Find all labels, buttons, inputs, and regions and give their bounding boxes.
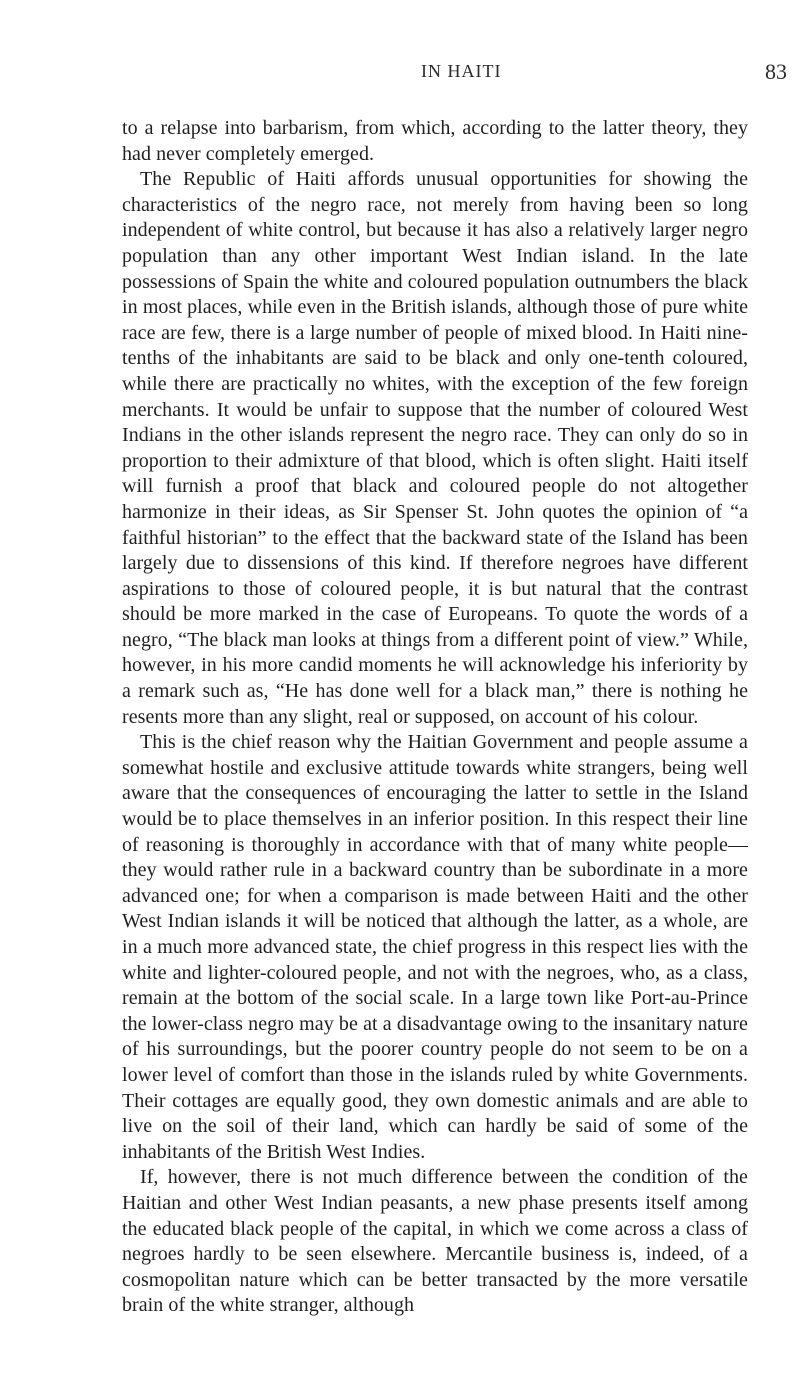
paragraph-chief-reason: This is the chief reason why the Haitian Government and people assume a somewhat hostile and exclusive attitude towards white strangers, being well aware that the consequences of encouraging the latter to settle in the Island would be to place themselves in an inferior position. In this respect their line of reasoning is thoroughly in accordance with that of many white people—they would rather rule in a backward country than be subordinate in a more advanced one; for when a comparison is made between Haiti and the other West Indian islands it will be noticed that although the latter, as a whole, are in a much more advanced state, the chief progress in this respect lies with the white and lighter-coloured people, and not with the negroes, who, as a class, remain at the bottom of the social scale. In a large town like Port-au-Prince the lower-class negro may be at a disadvantage owing to the insanitary nature of his surroundings, but the poorer country people do not seem to be on a lower level of comfort than those in the islands ruled by white Governments. Their cottages are equally good, they own domestic animals and are able to live on the soil of their land, which can hardly be said of some of the inhabitants of the British West Indies. — [122, 731, 748, 1163]
paragraph-republic-of-haiti: The Republic of Haiti affords unusual opportunities for showing the characteristics of the negro race, not merely from having been so long independent of white control, but because it has also a relatively larger negro population than any other important West Indian island. In the late possessions of Spain the white and coloured population outnumbers the black in most places, while even in the British islands, although those of pure white race are few, there is a large number of people of mixed blood. In Haiti nine-tenths of the inhabitants are said to be black and only one-tenth coloured, while there are practically no whites, with the exception of the few foreign merchants. It would be unfair to suppose that the number of coloured West Indians in the other islands represent the negro race. They can only do so in proportion to their admixture of that blood, which is often slight. Haiti itself will furnish a proof that black and coloured people do not altogether harmonize in their ideas, as Sir Spenser St. John quotes the opinion of “a faithful historian” to the effect that the backward state of the Island has been largely due to dissensions of this kind. If therefore negroes have different aspirations to those of coloured people, it is but natural that the contrast should be more marked in the case of Europeans. To quote the words of a negro, “The black man looks at things from a different point of view.” While, however, in his more candid moments he will acknowledge his inferiority by a remark such as, “He has done well for a black man,” there is nothing he resents more than any slight, real or supposed, on account of his colour. — [122, 168, 748, 728]
paragraph-if-however: If, however, there is not much difference between the condition of the Haitian and other West Indian peasants, a new phase presents itself among the educated black people of the capital, in which we come across a class of negroes hardly to be seen elsewhere. Mercantile business is, indeed, of a cosmopolitan nature which can be better transacted by the more versatile brain of the white stranger, although — [122, 1166, 748, 1317]
running-head — [120, 55, 800, 85]
running-title: IN HAITI — [421, 61, 502, 81]
paragraph-continuation: to a relapse into barbarism, from which, according to the latter theory, they had never completely emerged. — [122, 117, 748, 165]
body-text — [122, 116, 748, 1319]
page-number: 83 — [765, 59, 787, 84]
